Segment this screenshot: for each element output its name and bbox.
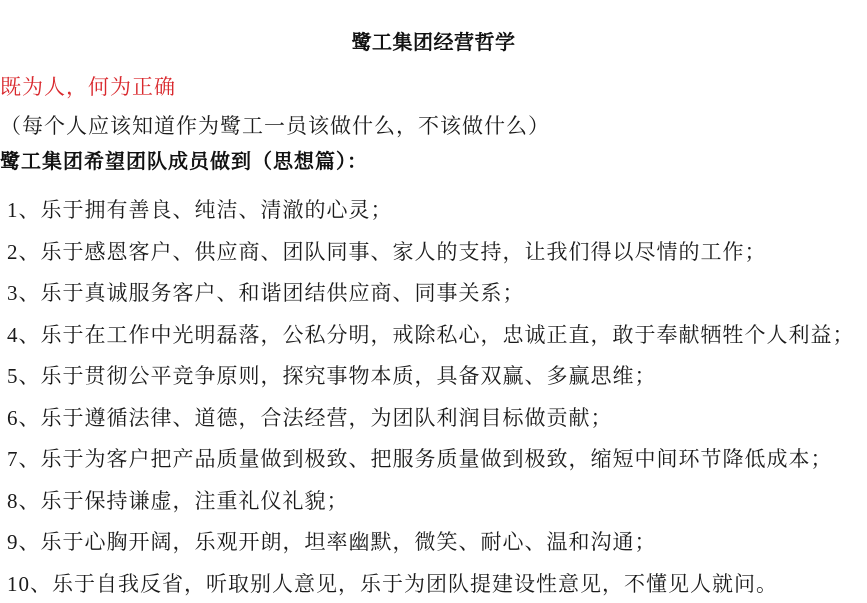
philosophy-item-3: 3、乐于真诚服务客户、和谐团结供应商、同事关系； bbox=[7, 281, 525, 305]
doc-note: （每个人应该知道作为鹭工一员该做什么，不该做什么） bbox=[0, 114, 550, 138]
philosophy-items-list bbox=[0, 197, 867, 597]
philosophy-item-5: 5、乐于贯彻公平竞争原则，探究事物本质，具备双赢、多赢思维； bbox=[7, 364, 657, 388]
doc-subtitle-red: 既为人，何为正确 bbox=[0, 75, 176, 99]
philosophy-item-1: 1、乐于拥有善良、纯洁、清澈的心灵； bbox=[7, 198, 393, 222]
philosophy-item-4: 4、乐于在工作中光明磊落，公私分明，戒除私心，忠诚正直，敢于奉献牺牲个人利益； bbox=[7, 322, 855, 347]
page-title: 鹭工集团经营哲学 bbox=[351, 32, 516, 54]
philosophy-item-6: 6、乐于遵循法律、道德，合法经营，为团队利润目标做贡献； bbox=[7, 405, 613, 430]
philosophy-item-10: 10、乐于自我反省，听取别人意见，乐于为团队提建设性意见，不懂见人就问。 bbox=[7, 571, 778, 596]
philosophy-item-7: 7、乐于为客户把产品质量做到极致、把服务质量做到极致，缩短中间环节降低成本； bbox=[7, 447, 833, 471]
section-heading: 鹭工集团希望团队成员做到（思想篇）： bbox=[0, 151, 368, 173]
philosophy-item-2: 2、乐于感恩客户、供应商、团队同事、家人的支持，让我们得以尽情的工作； bbox=[7, 239, 767, 264]
philosophy-item-9: 9、乐于心胸开阔，乐观开朗，坦率幽默，微笑、耐心、温和沟通； bbox=[7, 530, 657, 554]
philosophy-item-8: 8、乐于保持谦虚，注重礼仪礼貌； bbox=[7, 488, 349, 513]
